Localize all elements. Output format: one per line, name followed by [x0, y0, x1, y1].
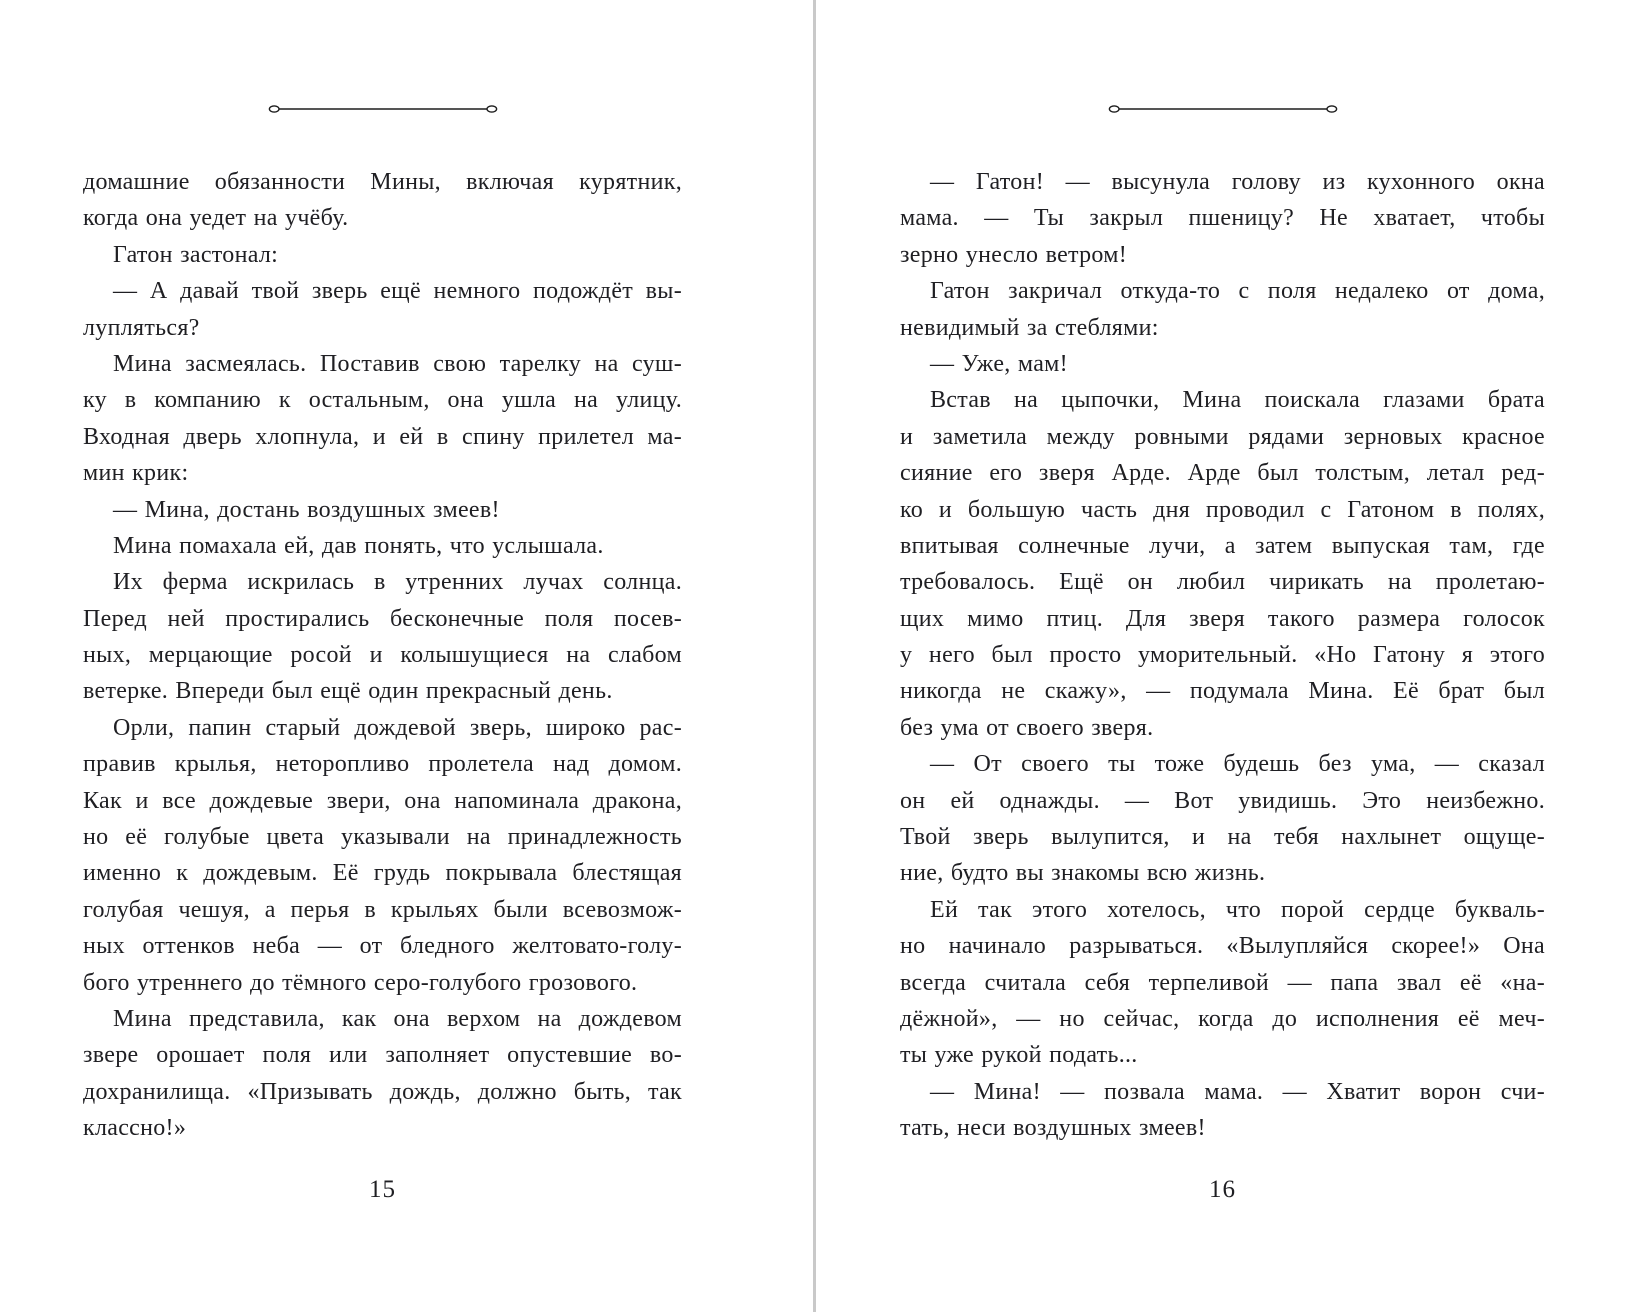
text-line: Встав на цыпочки, Мина поискала глазами брата [930, 387, 1545, 414]
text-line: но начинало разрываться. «Вылупляйся скорее!» Она [900, 933, 1545, 960]
text-line: тать, неси воздушных змеев! [900, 1115, 1206, 1142]
text-line: но её голубые цвета указывали на принадлежность [83, 824, 682, 851]
text-line: и заметила между ровными рядами зерновых красное [900, 423, 1545, 450]
text-line: никогда не скажу», — подумала Мина. Её брат был [900, 678, 1545, 705]
text-line: именно к дождевым. Её грудь покрывала блестящая [83, 860, 682, 887]
text-line: лупляться? [83, 314, 200, 341]
text-line: Твой зверь вылупится, и на тебя нахлынет ощуще- [900, 824, 1545, 851]
text-line: щих мимо птиц. Для зверя такого размера голосок [900, 605, 1545, 632]
text-line: когда она уедет на учёбу. [83, 205, 349, 232]
text-line: Гатон закричал откуда-то с поля недалеко от дома, [930, 278, 1545, 305]
text-line: домашние обязанности Мины, включая курятник, [83, 169, 682, 195]
page-right [900, 0, 1545, 1312]
text-line: он ей однажды. — Вот увидишь. Это неизбежно. [900, 787, 1545, 814]
text-line: дёжной», — но сейчас, когда до исполнения её меч- [900, 1005, 1545, 1032]
text-line: ветерке. Впереди был ещё один прекрасный день. [83, 678, 613, 705]
text-line: дохранилища. «Призывать дождь, должно быть, так [83, 1078, 682, 1105]
text-line: Мина помахала ей, дав понять, что услышала. [113, 532, 604, 559]
text-line: Входная дверь хлопнула, и ей в спину прилетел ма- [83, 423, 682, 450]
chapter-ornament-icon [83, 101, 682, 117]
page-number: 16 [1209, 1176, 1236, 1203]
text-line: правив крылья, неторопливо пролетела над домом. [83, 751, 682, 778]
text-line: — Мина! — позвала мама. — Хватит ворон счи- [930, 1078, 1545, 1105]
page-left [83, 0, 682, 1312]
text-line: впитывая солнечные лучи, а затем выпуская там, где [900, 532, 1545, 559]
text-line: Мина засмеялась. Поставив свою тарелку на суш- [113, 350, 682, 377]
text-line: Орли, папин старый дождевой зверь, широко рас- [113, 714, 682, 741]
text-line: ко и большую часть дня проводил с Гатоном в полях, [900, 496, 1545, 523]
text-line: Как и все дождевые звери, она напоминала дракона, [83, 787, 682, 814]
text-line: Ей так этого хотелось, что порой сердце букваль- [930, 896, 1545, 923]
text-line: ты уже рукой подать... [900, 1042, 1138, 1069]
text-line: классно!» [83, 1115, 187, 1142]
text-line: без ума от своего зверя. [900, 714, 1154, 741]
text-line: — Гатон! — высунула голову из кухонного окна [930, 169, 1545, 195]
page-divider [813, 0, 816, 1312]
text-line: — Мина, достань воздушных змеев! [113, 496, 500, 523]
text-line: требовалось. Ещё он любил чирикать на пролетаю- [900, 569, 1545, 596]
text-line: Их ферма искрилась в утренних лучах солнца. [113, 569, 682, 596]
text-line: невидимый за стеблями: [900, 314, 1159, 341]
text-line: ние, будто вы знакомы всю жизнь. [900, 860, 1266, 887]
text-line: Гатон застонал: [113, 241, 279, 268]
page-number: 15 [369, 1176, 396, 1203]
text-line: ных, мерцающие росой и колышущиеся на слабом [83, 642, 682, 669]
ornament-end-ring [269, 106, 279, 112]
text-line: Мина представила, как она верхом на дождевом [113, 1005, 682, 1032]
chapter-ornament-icon [900, 101, 1545, 117]
text-line: ных оттенков неба — от бледного желтовато-голу- [83, 933, 682, 960]
page-text [900, 164, 1545, 1147]
text-line: всегда считала себя терпеливой — папа звал её «на- [900, 969, 1545, 996]
text-line: — От своего ты тоже будешь без ума, — сказал [930, 751, 1545, 778]
text-line: голубая чешуя, а перья в крыльях были всевозмож- [83, 896, 682, 923]
text-line: — Уже, мам! [930, 350, 1068, 377]
ornament-end-ring [1109, 106, 1119, 112]
text-line: — А давай твой зверь ещё немного подождёт вы- [113, 278, 682, 305]
text-line: ку в компанию к остальным, она ушла на улицу. [83, 387, 682, 414]
ornament-end-ring [487, 106, 497, 112]
text-line: у него был просто уморительный. «Но Гатону я этого [900, 642, 1545, 669]
text-line: Перед ней простирались бесконечные поля посев- [83, 605, 682, 632]
text-line: сияние его зверя Арде. Арде был толстым, летал ред- [900, 460, 1545, 487]
text-line: бого утреннего до тёмного серо-голубого грозового. [83, 969, 638, 996]
text-line: зерно унесло ветром! [900, 241, 1128, 268]
text-line: звере орошает поля или заполняет опустевшие во- [83, 1042, 682, 1069]
text-line: мин крик: [83, 460, 189, 487]
text-line: мама. — Ты закрыл пшеницу? Не хватает, чтобы [900, 205, 1545, 232]
page-text [83, 164, 682, 1147]
ornament-end-ring [1327, 106, 1337, 112]
